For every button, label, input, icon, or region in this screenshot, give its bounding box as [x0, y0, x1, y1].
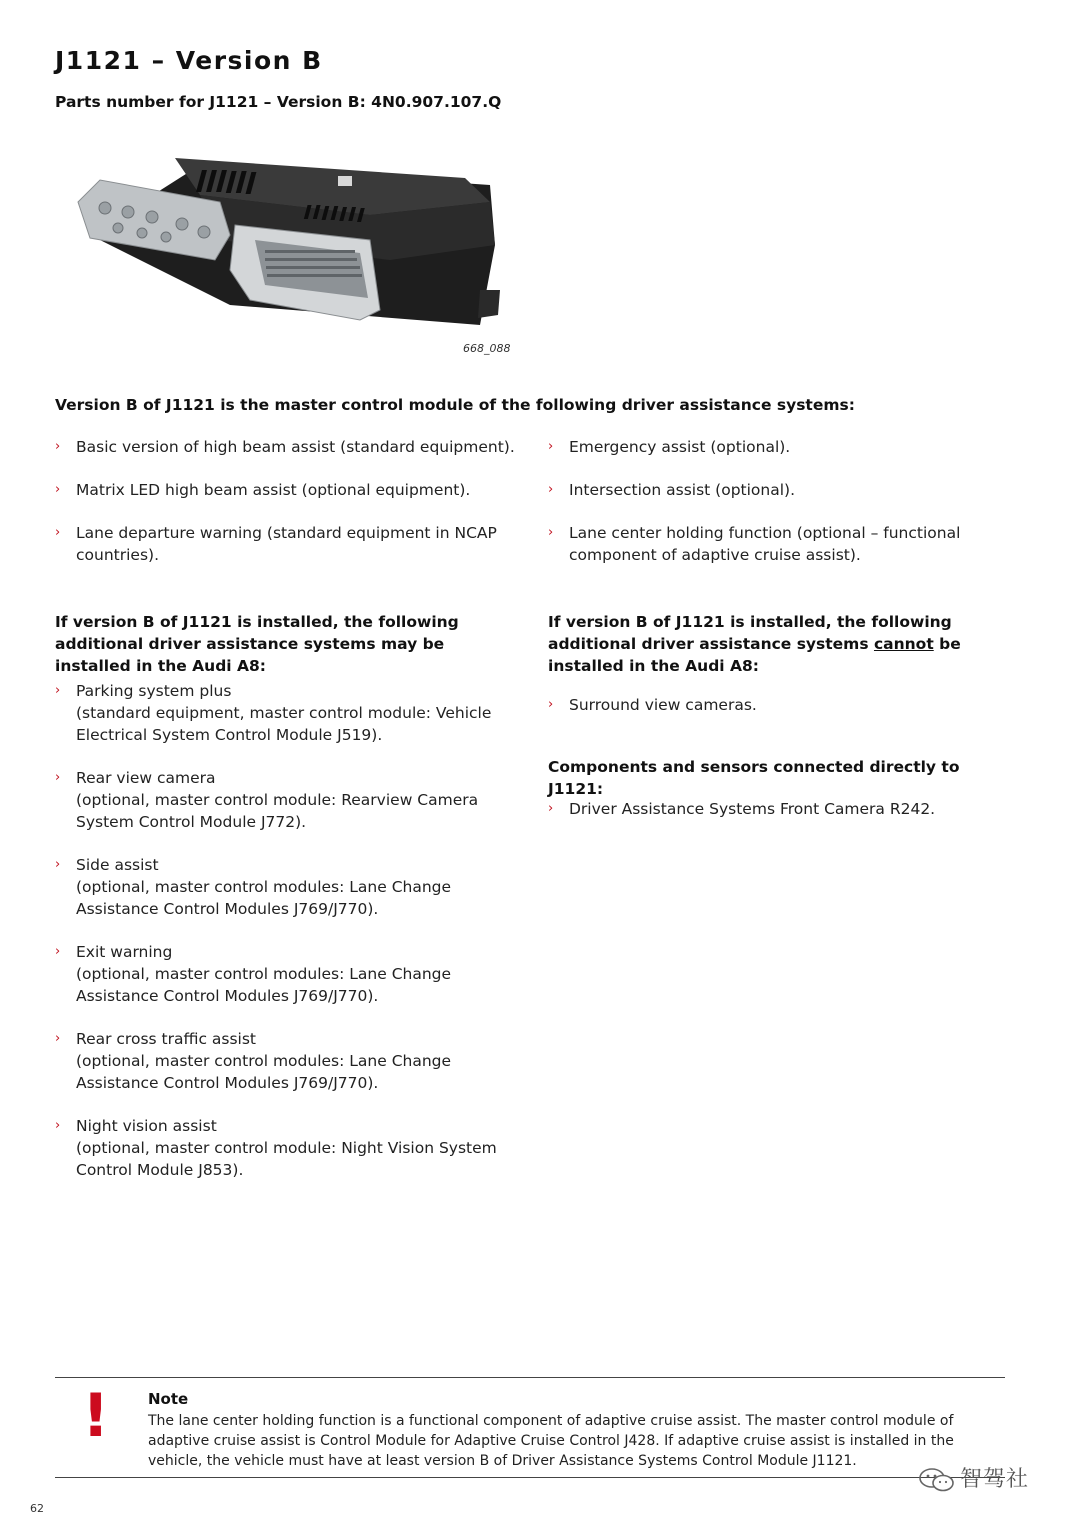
list-item: › Emergency assist (optional).: [548, 438, 791, 456]
list-item: › Intersection assist (optional).: [548, 481, 796, 499]
watermark: 智驾社: [918, 1462, 1029, 1493]
master-systems-heading: Version B of J1121 is the master control module of the following driver assistance systems:: [55, 396, 855, 414]
list-item: › Basic version of high beam assist (standard equipment).: [55, 438, 515, 456]
bullet-chevron-icon: ›: [548, 697, 554, 712]
list-item: › Driver Assistance Systems Front Camera R242.: [548, 800, 936, 818]
list-item: › Rear cross traffic assist (optional, master control modules: Lane Change Assistance Control Modules J769/J770).: [55, 1030, 452, 1092]
control-module-image: [70, 140, 510, 340]
components-list: [548, 798, 1008, 820]
control-module-illustration: [70, 140, 510, 340]
cannot-emphasis: cannot: [873, 635, 934, 653]
bullet-chevron-icon: ›: [548, 482, 554, 497]
wechat-icon: [918, 1467, 956, 1493]
list-item: › Night vision assist (optional, master control module: Night Vision System Control Module J853).: [55, 1117, 497, 1179]
cannot-install-heading: If version B of J1121 is installed, the following additional driver assistance systems cannot be installed in the Audi A8:: [548, 613, 961, 675]
list-item: › Side assist (optional, master control modules: Lane Change Assistance Control Modules J769/J770).: [55, 856, 452, 918]
bullet-chevron-icon: ›: [55, 482, 61, 497]
additional-systems-heading: If version B of J1121 is installed, the following additional driver assistance systems may be installed in the Audi A8:: [55, 613, 459, 675]
note-bottom-divider: [55, 1477, 1005, 1478]
list-item: › Parking system plus (standard equipment, master control module: Vehicle Electrical System Control Module J519).: [55, 682, 492, 744]
exclamation-icon: !: [82, 1381, 110, 1451]
list-item: › Rear view camera (optional, master control module: Rearview Camera System Control Module J772).: [55, 769, 479, 831]
master-right-list: [548, 436, 1008, 566]
cannot-install-list: [548, 694, 1008, 716]
list-item: › Lane center holding function (optional – functional component of adaptive cruise assist).: [548, 524, 961, 564]
bullet-chevron-icon: ›: [55, 770, 61, 785]
note-top-divider: [55, 1377, 1005, 1378]
note-text: The lane center holding function is a functional component of adaptive cruise assist. The master control module of adaptive cruise assist is Control Module for Adaptive Cruise Control J428. If adaptive cruise assist is installed in the vehicle, the vehicle must have at least version B of Driver Assistance Systems Control Module J1121.: [148, 1413, 954, 1469]
parts-number: Parts number for J1121 – Version B: 4N0.907.107.Q: [55, 93, 502, 111]
bullet-chevron-icon: ›: [548, 801, 554, 816]
components-heading: Components and sensors connected directly to J1121:: [548, 758, 960, 798]
bullet-chevron-icon: ›: [55, 439, 61, 454]
master-left-list: [55, 436, 515, 566]
list-item: › Surround view cameras.: [548, 696, 757, 714]
bullet-chevron-icon: ›: [55, 857, 61, 872]
bullet-chevron-icon: ›: [55, 1031, 61, 1046]
page-title: J1121 – Version B: [55, 46, 323, 75]
bullet-chevron-icon: ›: [548, 525, 554, 540]
figure-caption: 668_088: [463, 342, 511, 355]
bullet-chevron-icon: ›: [548, 439, 554, 454]
list-item: › Exit warning (optional, master control modules: Lane Change Assistance Control Modules J769/J770).: [55, 943, 452, 1005]
note-label: Note: [148, 1390, 189, 1408]
bullet-chevron-icon: ›: [55, 1118, 61, 1133]
page-number: 62: [30, 1502, 44, 1515]
bullet-chevron-icon: ›: [55, 944, 61, 959]
list-item: › Lane departure warning (standard equipment in NCAP countries).: [55, 524, 497, 564]
list-item: › Matrix LED high beam assist (optional equipment).: [55, 481, 471, 499]
bullet-chevron-icon: ›: [55, 683, 61, 698]
additional-systems-list: [55, 680, 510, 1181]
bullet-chevron-icon: ›: [55, 525, 61, 540]
